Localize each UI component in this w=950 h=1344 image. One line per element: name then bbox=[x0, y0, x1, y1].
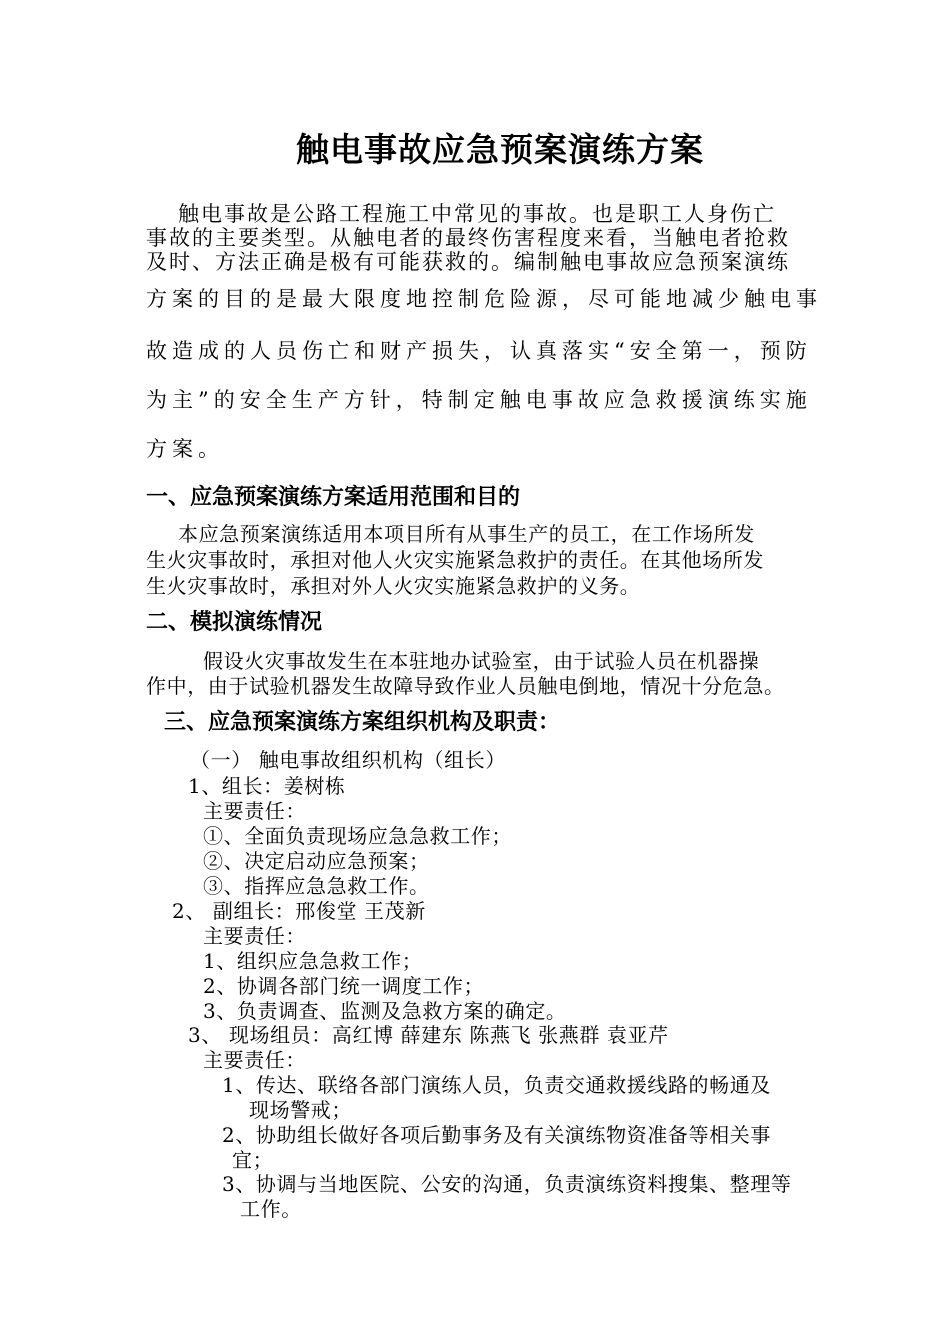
intro-line: 故造成的人员伤亡和财产损失，认真落实“安全第一，预防 bbox=[146, 339, 812, 363]
section2-line: 假设火灾事故发生在本驻地办试验室，由于试验人员在机器操 bbox=[203, 649, 760, 673]
duty-item: 现场警戒； bbox=[249, 1098, 352, 1122]
intro-line: 为主”的安全生产方针，特制定触电事故应急救援演练实施 bbox=[146, 388, 812, 412]
intro-line: 事故的主要类型。从触电者的最终伤害程度来看，当触电者抢救 bbox=[146, 226, 790, 250]
section-heading: 一、应急预案演练方案适用范围和目的 bbox=[146, 485, 521, 510]
duty-item: 工作。 bbox=[240, 1197, 302, 1221]
intro-line: 触电事故是公路工程施工中常见的事故。也是职工人身伤亡 bbox=[178, 202, 776, 226]
members-title: 3、 现场组员：高红博 薛建东 陈燕飞 张燕群 袁亚芹 bbox=[188, 1023, 669, 1047]
subsection-heading: （一） 触电事故组织机构（组长） bbox=[190, 748, 506, 772]
duty-item: ①、全面负责现场应急急救工作； bbox=[203, 824, 512, 848]
section-heading: 二、模拟演练情况 bbox=[146, 610, 323, 635]
duty-item: 3、负责调查、监测及急救方案的确定。 bbox=[203, 999, 567, 1023]
duty-item: ③、指挥应急急救工作。 bbox=[203, 874, 430, 898]
intro-line: 及时、方法正确是极有可能获救的。编制触电事故应急预案演练 bbox=[146, 250, 790, 274]
section-heading: 三、应急预案演练方案组织机构及职责： bbox=[164, 710, 561, 735]
duty-label: 主要责任： bbox=[203, 1048, 306, 1072]
deputy-title: 2、 副组长：邢俊堂 王茂新 bbox=[172, 899, 426, 923]
page-title: 触电事故应急预案演练方案 bbox=[296, 130, 704, 169]
duty-item: 2、协调各部门统一调度工作； bbox=[203, 974, 485, 998]
section1-line: 本应急预案演练适用本项目所有从事生产的员工，在工作场所发 bbox=[178, 522, 755, 546]
section1-line: 生火灾事故时，承担对外人火灾实施紧急救护的义务。 bbox=[146, 574, 641, 598]
duty-item: 1、传达、联络各部门演练人员，负责交通救援线路的畅通及 bbox=[222, 1073, 771, 1097]
intro-line: 方案。 bbox=[146, 437, 224, 461]
section2-line: 作中，由于试验机器发生故障导致作业人员触电倒地，情况十分危急。 bbox=[146, 674, 785, 698]
duty-label: 主要责任： bbox=[203, 799, 306, 823]
section1-line: 生火灾事故时，承担对他人火灾实施紧急救护的责任。在其他场所发 bbox=[146, 548, 764, 572]
duty-item: ②、决定启动应急预案； bbox=[203, 849, 430, 873]
leader-title: 1、组长：姜树栋 bbox=[188, 774, 346, 798]
duty-item: 2、协助组长做好各项后勤事务及有关演练物资准备等相关事 bbox=[222, 1123, 771, 1147]
intro-line: 方案的目的是最大限度地控制危险源，尽可能地减少触电事 bbox=[146, 287, 822, 311]
duty-item: 3、协调与当地医院、公安的沟通，负责演练资料搜集、整理等 bbox=[222, 1172, 792, 1196]
duty-label: 主要责任： bbox=[203, 924, 306, 948]
duty-item: 1、组织应急急救工作； bbox=[203, 949, 423, 973]
duty-item: 宜； bbox=[232, 1148, 274, 1172]
